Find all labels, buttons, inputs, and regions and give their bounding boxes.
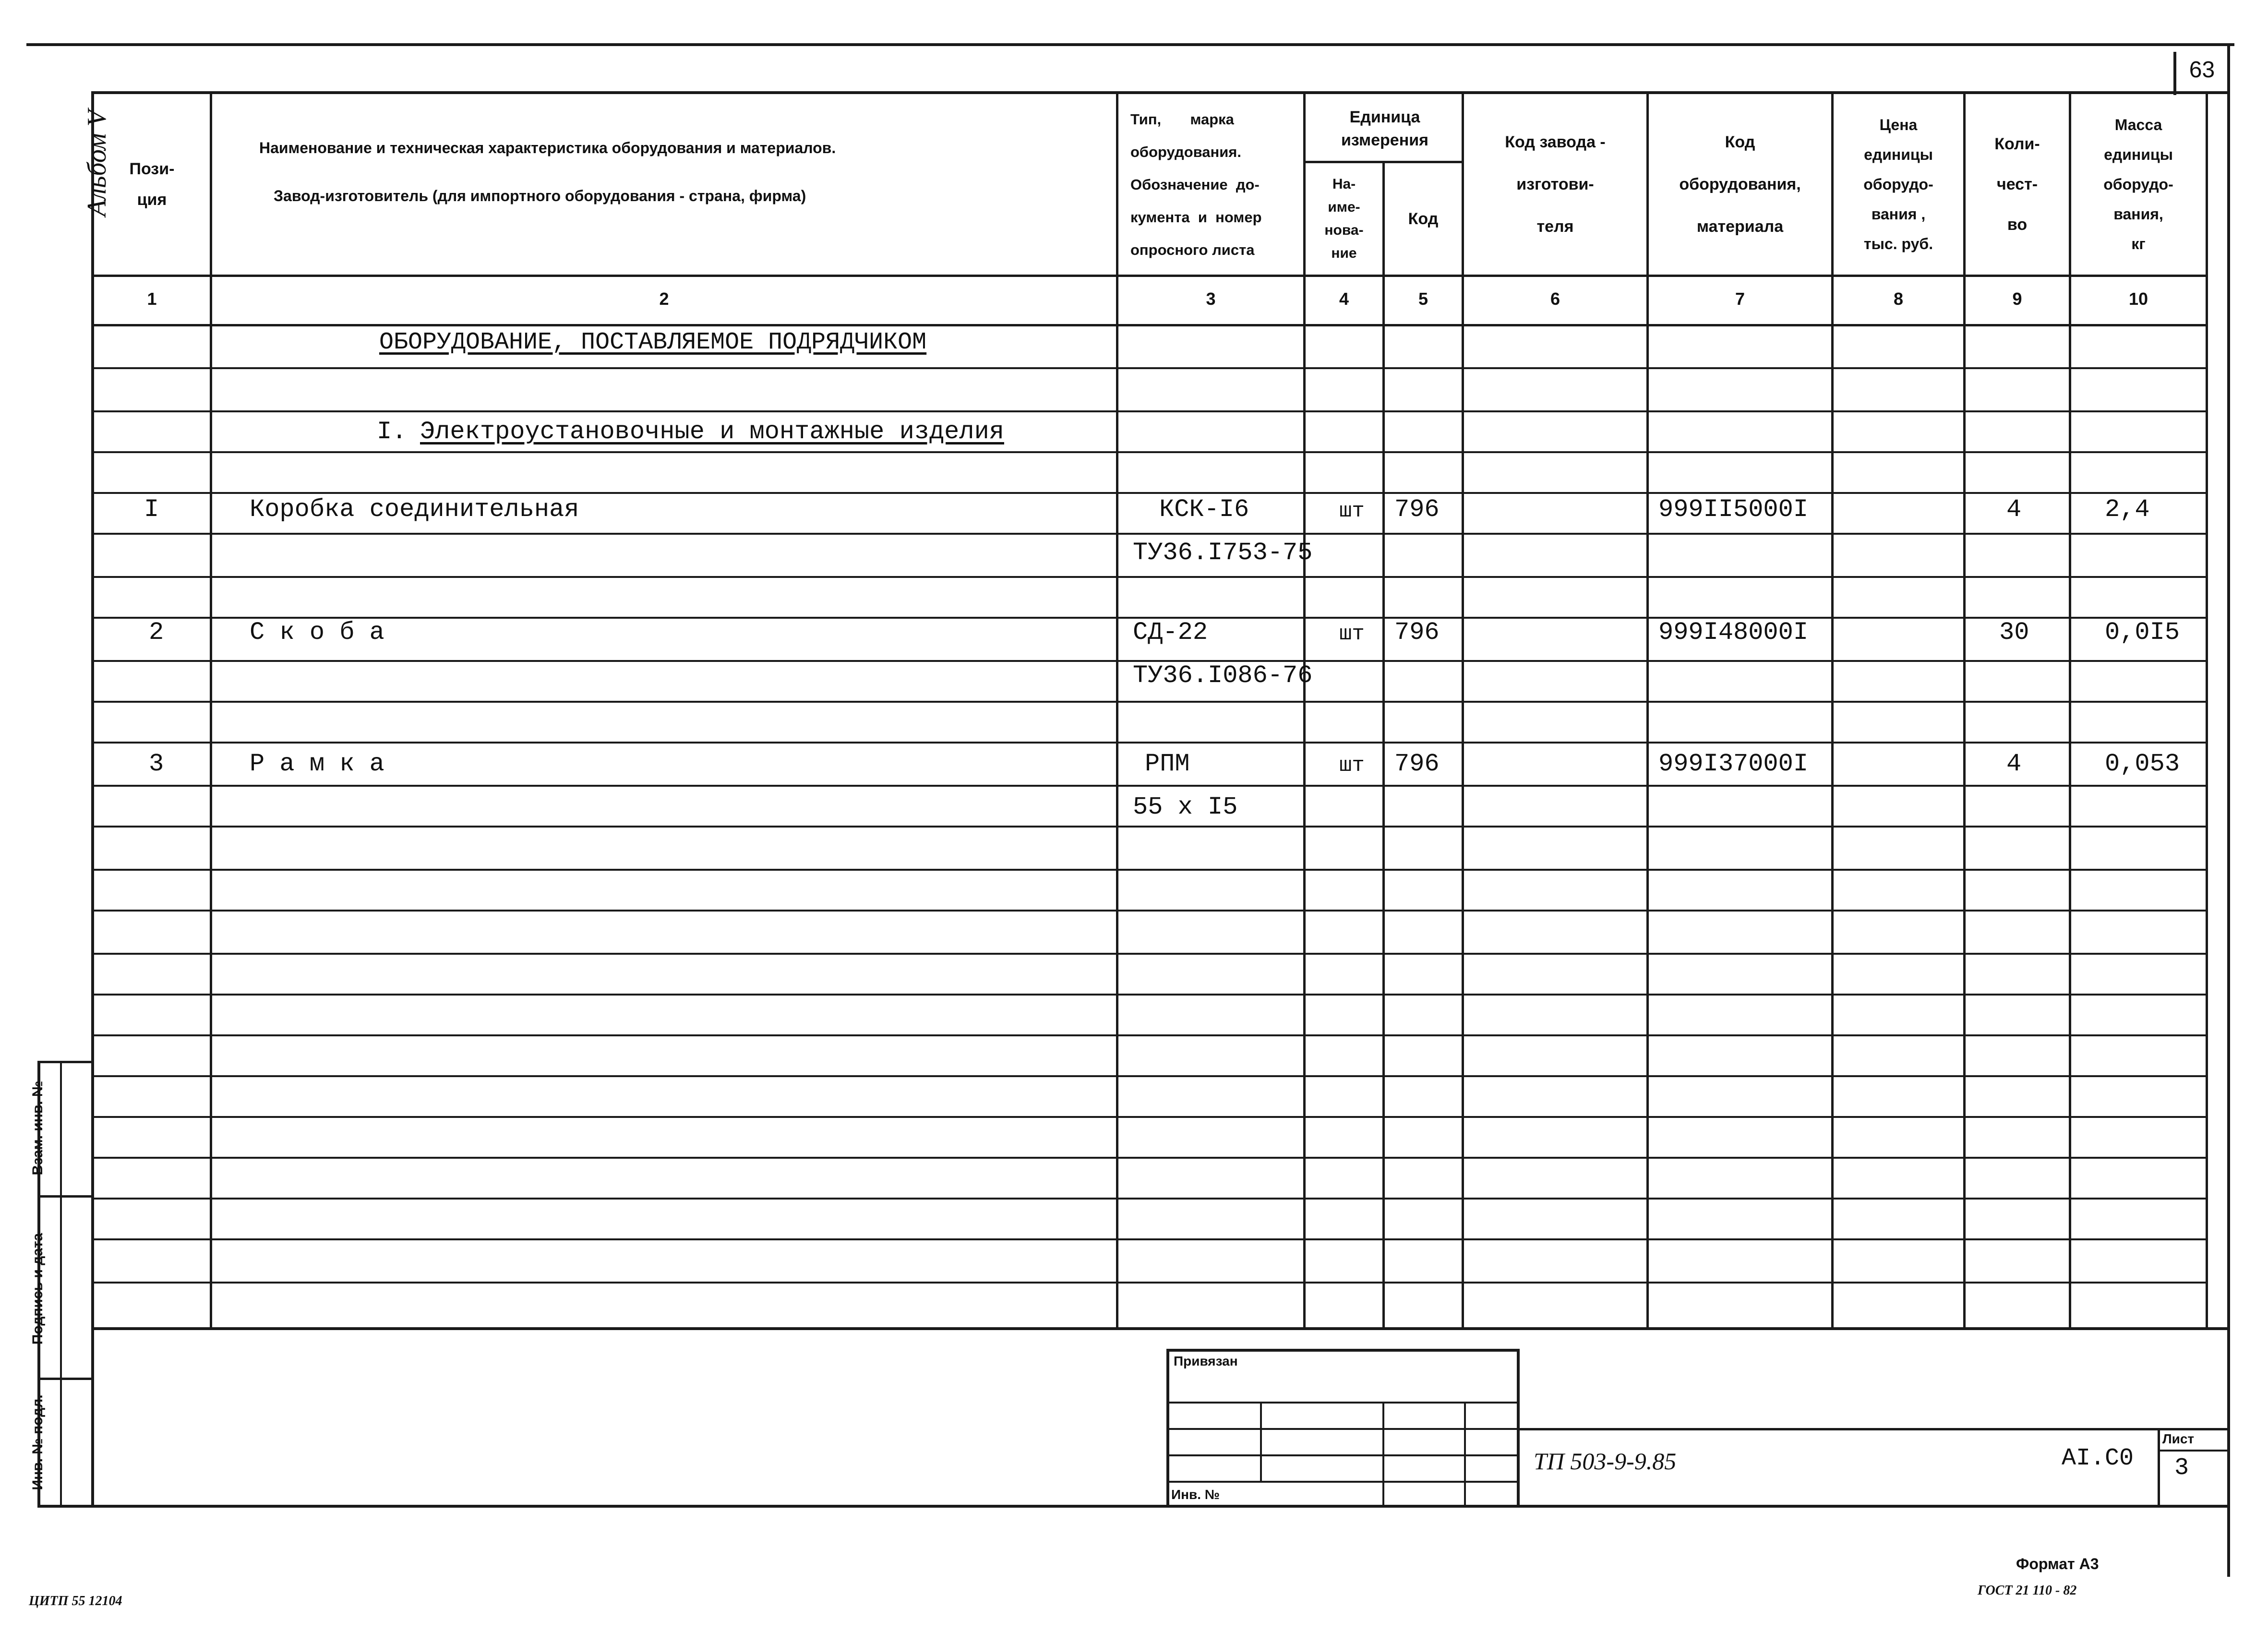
colnum-5: 5 (1418, 289, 1428, 309)
col-sep-2 (1116, 91, 1118, 1330)
row-line (91, 826, 2208, 828)
row-line (91, 1282, 2208, 1284)
item-3-unit-code: 796 (1394, 750, 1440, 778)
item-1-name: Коробка соединительная (250, 495, 579, 524)
item-1-position: I (144, 495, 159, 524)
item-2-mass: 0,0I5 (2105, 618, 2180, 647)
tb-rule (1166, 1428, 1519, 1430)
item-3-type: РПМ (1145, 750, 1190, 778)
row-line (91, 1034, 2208, 1036)
sheet-number: 3 (2174, 1454, 2189, 1482)
row-line (91, 1238, 2208, 1240)
col-sep-10 (2206, 91, 2208, 1330)
stamp-rule (37, 1195, 94, 1198)
header-bottom (91, 275, 2208, 277)
tb-col (1464, 1402, 1466, 1505)
header-name-line2: Завод-изготовитель (для импортного оборудования - страна, фирма) (274, 187, 806, 204)
col-sep-7 (1831, 91, 1834, 1330)
item-3-name: Р а м к а (250, 750, 384, 778)
format-label: Формат А3 (2016, 1555, 2099, 1572)
header-quantity: Коли- чест- во (1994, 135, 2040, 234)
tb-rule (1166, 1402, 1519, 1404)
item-2-unit: шт (1339, 622, 1365, 646)
row-line (91, 451, 2208, 453)
header-equipment-code: Код оборудования, материала (1679, 133, 1801, 236)
col-sep-9 (2069, 91, 2071, 1330)
item-3-code: 999I37000I (1658, 750, 1809, 778)
colnum-9: 9 (2012, 289, 2022, 309)
colnum-1: 1 (147, 289, 157, 309)
stamp-podpis: Подпись и дата (30, 1233, 46, 1345)
row-line (91, 576, 2208, 578)
tb-rule (1166, 1481, 1519, 1483)
frame-bottom (37, 1505, 2230, 1508)
tb-privyazan: Привязан (1174, 1354, 1238, 1368)
sheet-code: АI.С0 (2062, 1445, 2134, 1472)
tsitp-label: ЦИТП 55 12104 (29, 1594, 122, 1608)
row-line (91, 994, 2208, 996)
frame-right (2227, 43, 2230, 1577)
doc-code: ТП 503-9-9.85 (1534, 1448, 1677, 1475)
tb-rule (1166, 1454, 1519, 1456)
album-label: Альбом V (82, 110, 112, 216)
item-1-mass: 2,4 (2105, 495, 2150, 524)
header-price: Цена единицы оборудо- вания , тыс. руб. (1863, 116, 1933, 252)
item-2-position: 2 (149, 618, 164, 647)
header-unit-group: Единица измерения (1341, 108, 1428, 149)
item-3-position: 3 (149, 750, 164, 778)
colnum-7: 7 (1735, 289, 1745, 309)
numbers-bottom (91, 324, 2208, 326)
col-sep-5 (1462, 91, 1464, 1330)
item-2-quantity: 30 (1999, 618, 2029, 647)
colnum-6: 6 (1550, 289, 1560, 309)
item-2-unit-code: 796 (1394, 618, 1440, 647)
col-sep-1 (210, 91, 212, 1330)
item-1-code: 999II5000I (1658, 495, 1809, 524)
stamp-main-top (1517, 1428, 2230, 1430)
item-1-unit: шт (1339, 499, 1365, 523)
col-sep-3 (1303, 91, 1306, 1330)
row-line (91, 910, 2208, 912)
header-unit-name: На- име- нова- ние (1324, 176, 1364, 261)
stamp-inv-podl: Инв. № подл. (30, 1394, 46, 1490)
header-mass: Масса единицы оборудо- вания, кг (2103, 116, 2173, 252)
table-bottom (91, 1327, 2230, 1330)
row-line (91, 701, 2208, 703)
item-3-unit: шт (1339, 754, 1365, 778)
col-sep-8 (1963, 91, 1966, 1330)
stamp-vzam: Взам. инв. № (30, 1080, 46, 1176)
item-1-type: КСК-I6 (1159, 495, 1249, 524)
row-line (91, 869, 2208, 871)
top-rule (26, 43, 2234, 46)
item-2-name: С к о б а (250, 618, 384, 647)
row-line (91, 1116, 2208, 1118)
tb-col (1260, 1402, 1262, 1481)
stamp-rule (37, 1378, 94, 1380)
stamp-rule (37, 1061, 94, 1063)
sheet-box-rule (2158, 1450, 2230, 1452)
subsection-number: I. (377, 418, 407, 446)
row-line (91, 410, 2208, 412)
row-line (91, 533, 2208, 535)
stamp-inner-line (60, 1061, 62, 1508)
tb-inv-no: Инв. № (1171, 1487, 1220, 1502)
item-2-doc: ТУ36.I086-76 (1133, 661, 1313, 690)
sheet-label: Лист (2162, 1431, 2195, 1446)
tb-top (1166, 1349, 1519, 1352)
colnum-8: 8 (1893, 289, 1904, 309)
col-sep-4 (1382, 161, 1385, 1330)
item-1-quantity: 4 (2006, 495, 2022, 524)
section-title: ОБОРУДОВАНИЕ, ПОСТАВЛЯЕМОЕ ПОДРЯДЧИКОМ (379, 329, 927, 356)
row-line (91, 1075, 2208, 1077)
item-3-quantity: 4 (2006, 750, 2022, 778)
row-line (91, 785, 2208, 787)
row-line (91, 492, 2208, 494)
item-1-doc: ТУ36.I753-75 (1133, 539, 1313, 567)
page-number-box-left (2173, 52, 2176, 95)
col-sep-6 (1646, 91, 1649, 1330)
header-factory-code: Код завода - изготови- теля (1505, 133, 1606, 236)
item-3-mass: 0,053 (2105, 750, 2180, 778)
page-number: 63 (2189, 57, 2215, 83)
row-line (91, 953, 2208, 955)
row-line (91, 742, 2208, 744)
header-type: Тип, марка оборудования. Обозначение до- кумента и номер опросного листа (1130, 111, 1262, 258)
colnum-4: 4 (1339, 289, 1349, 309)
colnum-2: 2 (659, 289, 669, 309)
sheet-box-left (2158, 1428, 2160, 1505)
item-1-unit-code: 796 (1394, 495, 1440, 524)
item-2-type: СД-22 (1133, 618, 1208, 647)
header-position: Пози- ция (129, 160, 175, 209)
subsection-title: Электроустановочные и монтажные изделия (420, 418, 1004, 446)
row-line (91, 1198, 2208, 1200)
colnum-3: 3 (1206, 289, 1216, 309)
item-2-code: 999I48000I (1658, 618, 1809, 647)
row-line (91, 367, 2208, 369)
gost-label: ГОСТ 21 110 - 82 (1978, 1583, 2077, 1598)
tb-col (1382, 1402, 1384, 1505)
colnum-10: 10 (2128, 289, 2148, 309)
header-name-line1: Наименование и техническая характеристика оборудования и материалов. (259, 139, 836, 156)
item-3-doc: 55 х I5 (1133, 793, 1238, 821)
header-unit-code: Код (1408, 210, 1439, 228)
row-line (91, 1157, 2208, 1159)
